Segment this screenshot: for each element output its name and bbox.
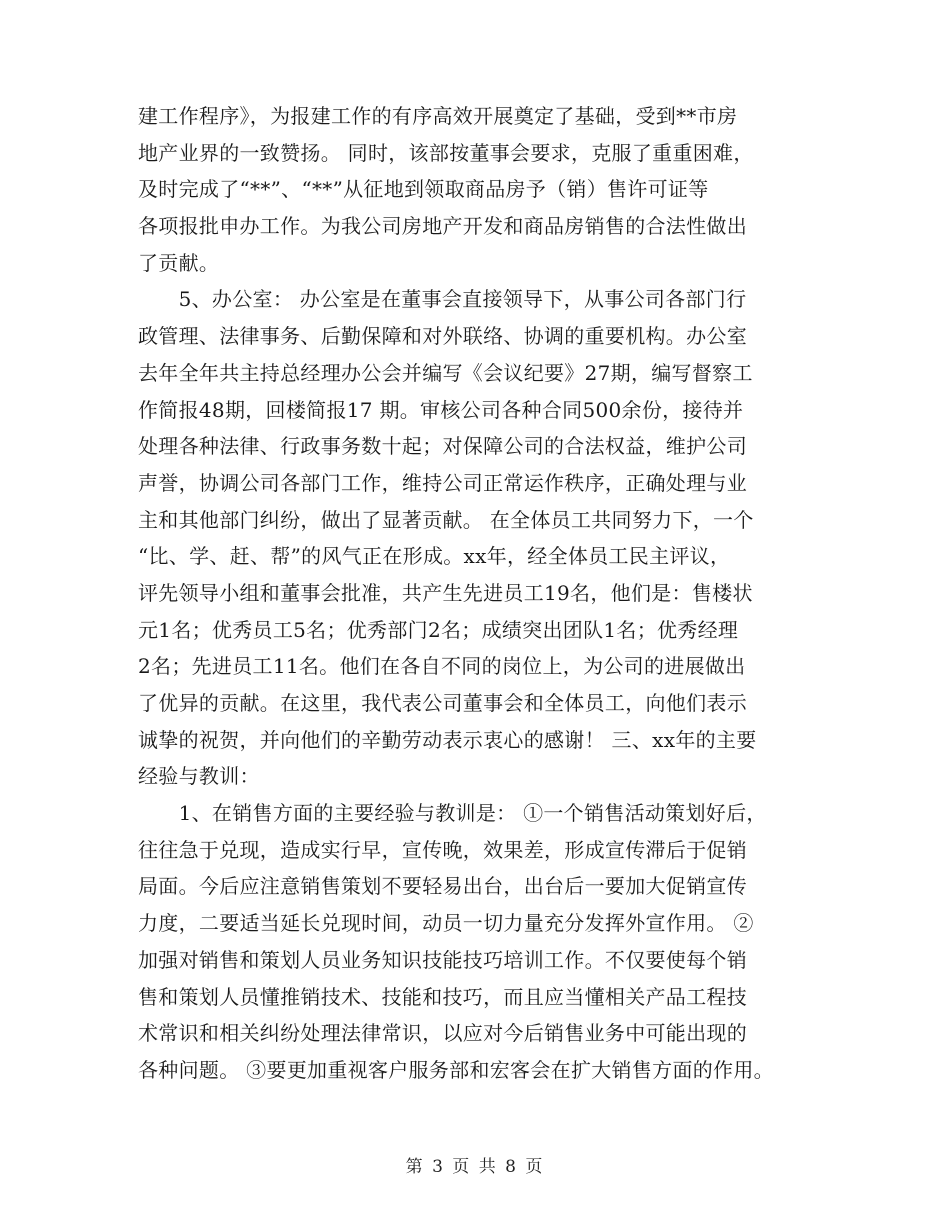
text-line: 加强对销售和策划人员业务知识技能技巧培训工作。不仅要使每个销: [138, 947, 747, 972]
text-line: 术常识和相关纠纷处理法律常识，以应对今后销售业务中可能出现的: [138, 1021, 747, 1046]
text-line: 诚挚的祝贺，并向他们的辛勤劳动表示衷心的感谢！ 三、xx年的主要: [138, 727, 757, 752]
text-line: 元1名；优秀员工5名；优秀部门2名；成绩突出团队1名；优秀经理: [138, 617, 739, 642]
text-line: 往往急于兑现，造成实行早，宣传晚，效果差，形成宣传滞后于促销: [138, 837, 747, 862]
text-line: 各种问题。 ③要更加重视客户服务部和宏客会在扩大销售方面的作用。: [138, 1057, 774, 1082]
text-line: 去年全年共主持总经理办公会并编写《会议纪要》27期，编写督察工: [138, 360, 753, 385]
text-line: 及时完成了“**”、“**”从征地到领取商品房予（销）售许可证等: [138, 177, 709, 202]
text-line: 各项报批申办工作。为我公司房地产开发和商品房销售的合法性做出: [138, 214, 747, 239]
text-line: 局面。今后应注意销售策划不要轻易出台，出台后一要加大促销宣传: [138, 874, 747, 899]
text-line: 经验与教训：: [138, 764, 260, 789]
text-line: 了优异的贡献。在这里，我代表公司董事会和全体员工，向他们表示: [138, 691, 747, 715]
text-line: 声誉，协调公司各部门工作，维持公司正常运作秩序，正确处理与业: [138, 470, 747, 495]
text-line: 评先领导小组和董事会批准，共产生先进员工19名，他们是：售楼状: [138, 580, 753, 605]
text-line: 了贡献。: [138, 250, 220, 275]
text-line: 售和策划人员懂推销技术、技能和技巧，而且应当懂相关产品工程技: [138, 984, 747, 1009]
text-line: 2名；先进员工11名。他们在各自不同的岗位上，为公司的进展做出: [138, 654, 746, 679]
document-page: [138, 98, 828, 1089]
text-line: 建工作程序》，为报建工作的有序高效开展奠定了基础，受到**市房: [138, 104, 738, 128]
text-line: 政管理、法律事务、后勤保障和对外联络、协调的重要机构。办公室: [138, 324, 747, 349]
text-line: 1、在销售方面的主要经验与教训是： ①一个销售活动策划好后，: [138, 801, 767, 826]
document-body: [138, 98, 828, 1089]
text-line: 主和其他部门纠纷，做出了显著贡献。 在全体员工共同努力下，一个: [138, 507, 754, 532]
text-line: 5、办公室： 办公室是在董事会直接领导下，从事公司各部门行: [138, 287, 747, 312]
text-line: 处理各种法律、行政事务数十起；对保障公司的合法权益，维护公司: [138, 434, 747, 459]
text-line: “比、学、赶、帮”的风气正在形成。xx年，经全体员工民主评议，: [138, 544, 731, 569]
text-line: 地产业界的一致赞扬。 同时，该部按董事会要求，克服了重重困难，: [138, 140, 754, 165]
text-line: 力度，二要适当延长兑现时间，动员一切力量充分发挥外宣作用。 ②: [138, 911, 754, 936]
text-line: 作简报48期，回楼简报17 期。审核公司各种合同500余份，接待并: [138, 397, 744, 422]
page-number-footer: 第 3 页 共 8 页: [405, 1157, 545, 1177]
